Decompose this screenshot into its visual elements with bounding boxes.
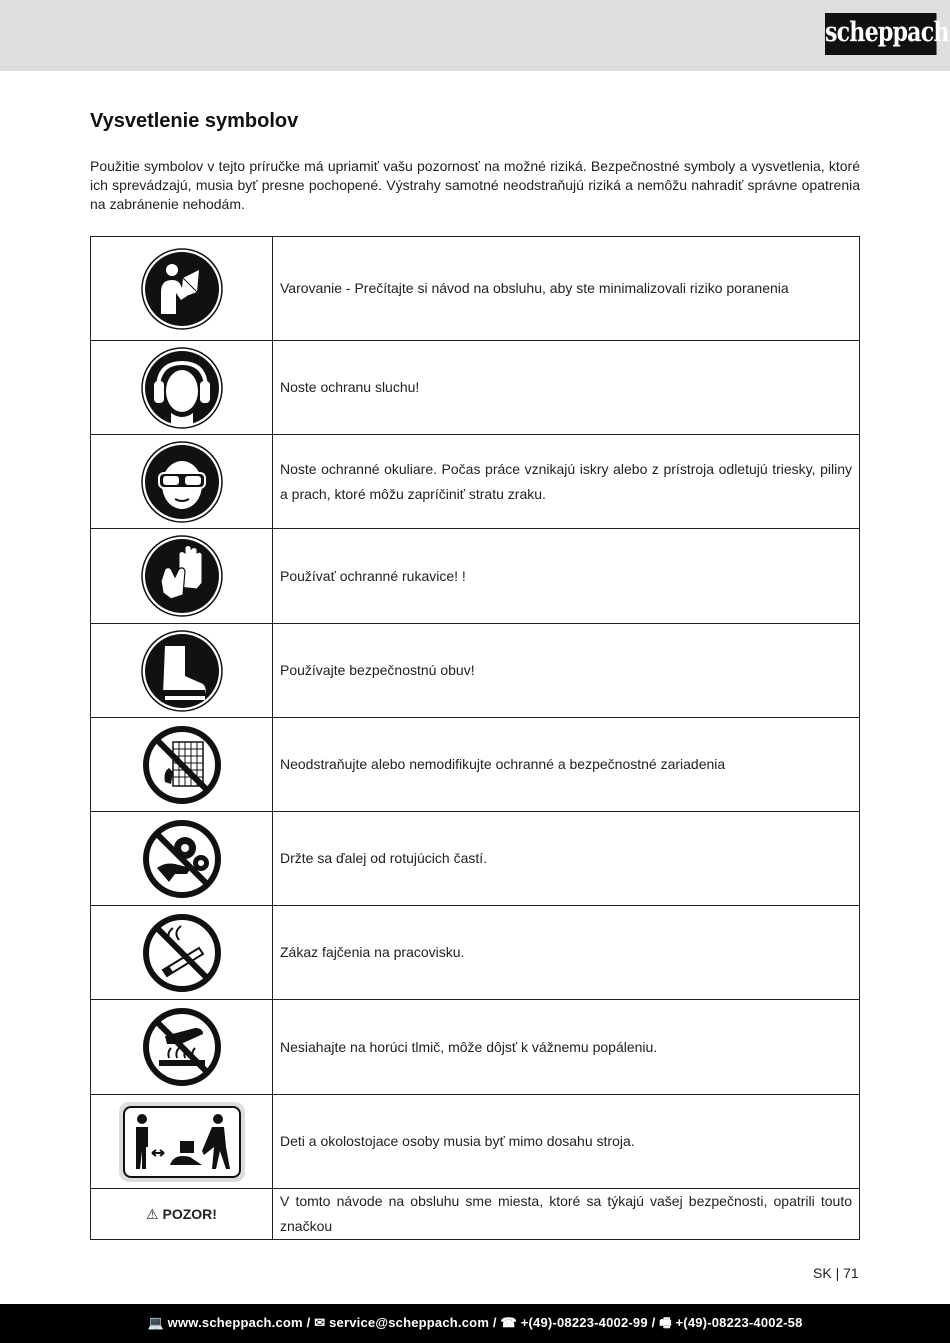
symbol-row <box>91 812 860 906</box>
warning-triangle-icon: ⚠ <box>146 1206 159 1222</box>
footer-bar: 💻 www.scheppach.com / ✉ service@scheppach.com / ☎ +(49)-08223-4002-99 / 🖷 +(49)-08223-4002-58 <box>0 1304 950 1343</box>
symbol-cell <box>91 341 273 435</box>
symbol-cell <box>91 237 273 341</box>
symbol-row <box>91 435 860 529</box>
symbol-cell <box>91 529 273 624</box>
symbol-text: Neodstraňujte alebo nemodifikujte ochranné a bezpečnostné zariadenia <box>280 756 726 772</box>
footer-phone: +(49)-08223-4002-99 <box>520 1315 648 1330</box>
keep-bystanders-away-icon <box>118 1101 246 1183</box>
read-manual-icon <box>141 248 223 330</box>
gloves-icon <box>141 535 223 617</box>
symbol-text: Držte sa ďalej od rotujúcich častí. <box>280 850 488 866</box>
computer-icon: 💻 <box>147 1315 164 1330</box>
symbol-row <box>91 906 860 1000</box>
symbol-description <box>273 906 860 1000</box>
footer-web: www.scheppach.com <box>167 1315 303 1330</box>
symbol-row <box>91 1095 860 1189</box>
page-lang: SK <box>813 1265 832 1281</box>
symbol-cell <box>91 812 273 906</box>
symbol-cell <box>91 1095 273 1189</box>
page-num: 71 <box>843 1265 859 1281</box>
section-title: Vysvetlenie symbolov <box>90 110 299 132</box>
symbol-cell <box>91 906 273 1000</box>
symbol-description <box>273 812 860 906</box>
symbol-cell <box>91 718 273 812</box>
pozor-label: POZOR! <box>162 1206 217 1222</box>
symbol-cell <box>91 1000 273 1095</box>
symbol-description <box>273 529 860 624</box>
symbol-text: Zákaz fajčenia na pracovisku. <box>280 944 465 960</box>
symbol-cell <box>91 624 273 718</box>
no-hot-surface-icon <box>141 1006 223 1088</box>
section-intro: Použitie symbolov v tejto príručke má upriamiť vašu pozornosť na možné riziká. Bezpečnostné symboly a vysvetlenia, ktoré ich sprevádzajú, musia byť presne pochopené. Výstrahy samotné neodstraňujú riziká a nemôžu nahradiť správne opatrenia na zabránenie nehodám. <box>90 158 860 212</box>
safety-boots-icon <box>141 630 223 712</box>
symbol-text: Nesiahajte na horúci tlmič, môže dôjsť k vážnemu popáleniu. <box>280 1038 658 1055</box>
pozor-description <box>273 1189 860 1240</box>
footer-fax: +(49)-08223-4002-58 <box>675 1315 803 1330</box>
footer-email: service@scheppach.com <box>329 1315 490 1330</box>
mail-icon: ✉ <box>314 1315 326 1330</box>
symbol-description <box>273 718 860 812</box>
phone-icon: ☎ <box>500 1315 517 1330</box>
symbol-row <box>91 624 860 718</box>
pozor-cell <box>91 1189 273 1240</box>
symbol-row <box>91 237 860 341</box>
eye-protection-icon <box>141 441 223 523</box>
pozor-text: V tomto návode na obsluhu sme miesta, ktoré sa týkajú vašej bezpečnosti, opatrili touto značkou <box>280 1193 852 1234</box>
page-number <box>813 1265 859 1281</box>
ear-protection-icon <box>141 347 223 429</box>
symbol-row <box>91 341 860 435</box>
symbol-text: Noste ochranu sluchu! <box>280 379 420 395</box>
symbol-description <box>273 435 860 529</box>
symbol-description <box>273 341 860 435</box>
pozor-row <box>91 1189 860 1240</box>
symbol-row <box>91 529 860 624</box>
scheppach-logo: scheppach <box>825 13 937 55</box>
page-separator: | <box>835 1265 840 1281</box>
no-rotating-parts-icon <box>141 818 223 900</box>
symbol-text: Používajte bezpečnostnú obuv! <box>280 662 475 678</box>
symbol-description <box>273 237 860 341</box>
symbol-description <box>273 624 860 718</box>
symbol-description <box>273 1000 860 1095</box>
symbol-text: Deti a okolostojace osoby musia byť mimo dosahu stroja. <box>280 1133 635 1149</box>
symbol-text: Noste ochranné okuliare. Počas práce vznikajú iskry alebo z prístroja odletujú triesky, piliny a prach, ktoré môžu zapríčiniť stratu zraku. <box>280 460 852 502</box>
symbol-description <box>273 1095 860 1189</box>
fax-icon: 🖷 <box>659 1315 672 1330</box>
no-removing-guards-icon <box>141 724 223 806</box>
header-bar <box>0 0 950 71</box>
no-smoking-icon <box>141 912 223 994</box>
symbols-table <box>90 236 860 1240</box>
symbol-text: Používať ochranné rukavice! ! <box>280 567 466 584</box>
symbol-text: Varovanie - Prečítajte si návod na obsluhu, aby ste minimalizovali riziko poranenia <box>280 280 789 296</box>
symbol-row <box>91 718 860 812</box>
symbol-cell <box>91 435 273 529</box>
symbol-row <box>91 1000 860 1095</box>
